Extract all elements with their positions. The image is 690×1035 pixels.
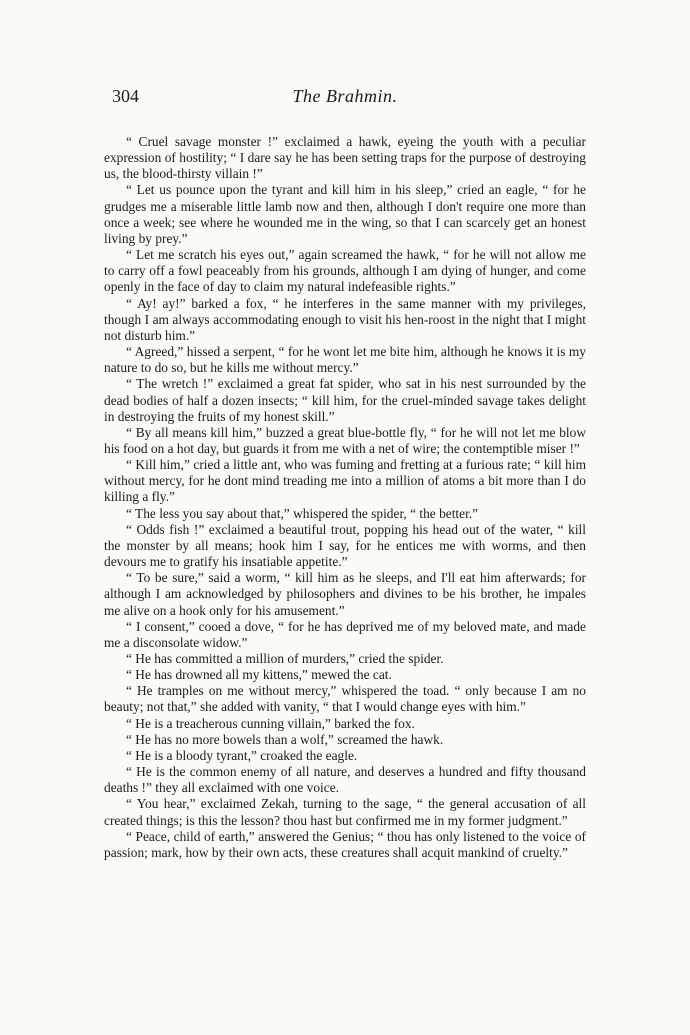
paragraph: “ I consent,” cooed a dove, “ for he has deprived me of my beloved mate, and made me a disconsolate widow.” (104, 618, 586, 650)
paragraph: “ He has committed a million of murders,” cried the spider. (126, 651, 444, 666)
book-page (104, 84, 586, 861)
page-header (104, 84, 586, 114)
paragraph: “ Kill him,” cried a little ant, who was fuming and fretting at a furious rate; “ kill him without mercy, for he dont mind treading me into a million of atoms a bit more than I do killing a fly.” (104, 457, 586, 505)
paragraph: “ Let us pounce upon the tyrant and kill him in his sleep,” cried an eagle, “ for he grudges me a miserable little lamb now and then, although I don't require one more than once a week; see where he wounded me in the wing, so that I can scarcely get an honest living by prey.” (104, 182, 586, 246)
paragraph: “ To be sure,” said a worm, “ kill him as he sleeps, and I'll eat him afterwards; for although I am acknowledged by philosophers and divines to be his brother, he impales me alive on a hook only for his amusement.” (104, 570, 586, 618)
page-number: 304 (112, 86, 139, 106)
paragraph: “ He has no more bowels than a wolf,” screamed the hawk. (126, 731, 444, 747)
paragraph: “ You hear,” exclaimed Zekah, turning to the sage, “ the general accusation of all created things; is this the lesson? thou hast but confirmed me in my former judgment.” (104, 796, 586, 828)
paragraph: “ He is the common enemy of all nature, and deserves a hundred and fifty thousand deaths !” they all exclaimed with one voice. (104, 764, 586, 796)
body-text (104, 134, 586, 861)
paragraph: “ The less you say about that,” whispered the spider, “ the better.” (126, 505, 479, 521)
running-title: The Brahmin. (292, 86, 398, 106)
paragraph: “ Ay! ay!” barked a fox, “ he interferes in the same manner with my privileges, though I am always accommodating enough to visit his hen-roost in the night that I might not disturb him.” (104, 295, 586, 343)
paragraph: “ The wretch !” exclaimed a great fat spider, who sat in his nest surrounded by the dead bodies of half a dozen insects; “ kill him, for the cruel-minded savage takes delight in destroying the fruits of my honest skill.” (104, 376, 586, 424)
paragraph: “ By all means kill him,” buzzed a great blue-bottle fly, “ for he will not let me blow his food on a hot day, but guards it from me with a net of wire; the contemptible miser !” (104, 424, 586, 456)
paragraph: “ Peace, child of earth,” answered the Genius; “ thou has only listened to the voice of passion; mark, how by their own acts, these creatures shall acquit mankind of cruelty.” (104, 828, 586, 860)
paragraph: “ He is a bloody tyrant,” croaked the eagle. (126, 747, 358, 763)
paragraph: “ He has drowned all my kittens,” mewed the cat. (126, 667, 392, 683)
paragraph: “ Cruel savage monster !” exclaimed a hawk, eyeing the youth with a peculiar expression of hostility; “ I dare say he has been setting traps for the purpose of destroying us, the blood-thirsty villain !” (104, 134, 586, 182)
paragraph: “ Odds fish !” exclaimed a beautiful trout, popping his head out of the water, “ kill the monster by all means; hook him I say, for he entices me with worms, and then devours me to gratify his insatiable appetite.” (104, 521, 586, 570)
paragraph: “ He is a treacherous cunning villain,” barked the fox. (126, 715, 415, 731)
paragraph: “ Agreed,” hissed a serpent, “ for he wont let me bite him, although he knows it is my nature to do so, but he kills me without mercy.” (104, 344, 586, 376)
paragraph: “ He tramples on me without mercy,” whispered the toad. “ only because I am no beauty; not that,” she added with vanity, “ that I would change eyes with him.” (104, 683, 586, 715)
paragraph: “ Let me scratch his eyes out,” again screamed the hawk, “ for he will not allow me to carry off a fowl peaceably from his grounds, although I am dying of hunger, and come openly in the face of day to claim my natural indefeasible rights.” (104, 247, 586, 295)
